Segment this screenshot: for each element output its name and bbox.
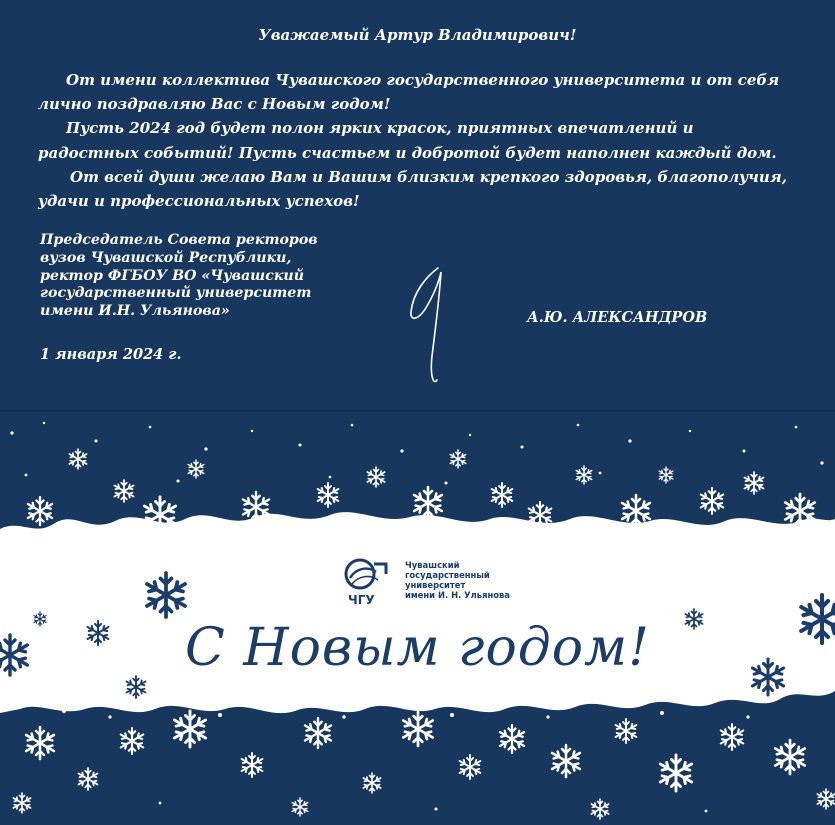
signer-name: А.Ю. АЛЕКСАНДРОВ (527, 309, 708, 326)
university-name (405, 560, 510, 600)
handwritten-signature (405, 262, 465, 392)
letter-panel (0, 0, 835, 410)
signature-title-line: ректор ФГБОУ ВО «Чувашский (40, 267, 305, 284)
letter-body (38, 68, 798, 213)
university-name-line: государственный (405, 570, 490, 580)
letter-date: 1 января 2024 г. (40, 346, 182, 363)
signature-title (40, 232, 360, 321)
letter-paragraph-3: От всей души желаю Вам и Вашим близким крепкого здоровья, благополучия, удачи и профессиональных успехов! (38, 167, 787, 211)
signature-title-line: имени И.Н. Ульянова» (40, 303, 230, 320)
letter-paragraph-2: Пусть 2024 год будет полон ярких красок, приятных впечатлений и радостных событий! Пусть счастьем и добротой будет наполнен каждый дом. (38, 119, 777, 162)
university-name-line: университет (405, 580, 466, 590)
signature-title-line: вузов Чувашской Республики, (40, 249, 292, 266)
signature-title-line: государственный университет (40, 285, 312, 302)
university-name-line: Чувашский (405, 560, 460, 570)
letter-greeting: Уважаемый Артур Владимирович! (258, 26, 577, 44)
logo-abbreviation: ЧГУ (348, 593, 375, 607)
signature-title-line: Председатель Совета ректоров (40, 232, 318, 248)
letter-paragraph-1: От имени коллектива Чувашского государственного университета и от себя лично поздравляю Вас с Новым годом! (38, 71, 780, 114)
new-year-headline: С Новым годом! (184, 618, 651, 678)
university-name-line: имени И. Н. Ульянова (405, 590, 510, 600)
